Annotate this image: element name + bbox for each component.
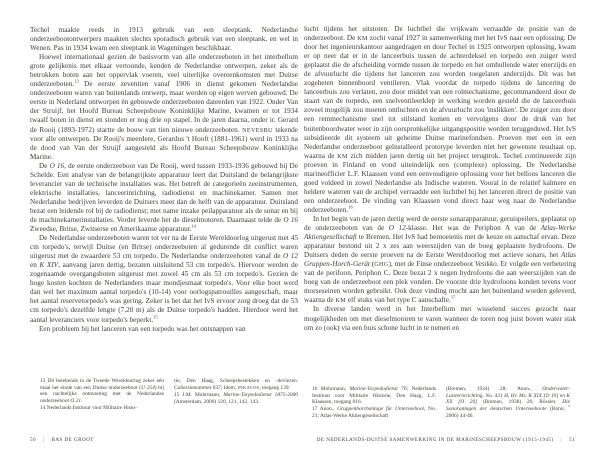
paragraph: De O 16, de eerste onderzeeboot van De Rooij, werd tussen 1933-1936 gebouwd bij De Schelde. Een analyse van de belangrijkste apparatuur leert dat Duitsland de belangrijkste leverancier van de technische installaties was. Het betreft de categorieën zeeinstrumenten, elektrische installaties, lanceerinrichting, radiodienst en machinekamer. Samen met Nederlandse bedrijven leverden de Duitsers meer dan de helft van de apparatuur. Duitsland bezat een leidende rol bij de radiodienst; met name inzake peilapparatuur als de sonar en bij de machinekamerinstallaties. Verder leverde het de dieselmotoren. Daarnaast telde de O 16 Zweedse, Britse, Zwitserse en Amerikaanse apparatuur.$^{14}$ xyxy=(30,161,298,234)
left-page-footer xyxy=(30,437,94,443)
right-page-footer xyxy=(317,437,575,443)
footnote: 13 Dit betekende in de Tweede Wereldoorlog zeker één maal het einde van een Duitse onderzeeboot (U 254) bij een nachtelijke ontmoeting met de Nederlandse onderzeeboot O 21. xyxy=(40,378,165,404)
right-page-footnotes xyxy=(312,386,570,419)
paragraph: De Nederlandse onderzeeboten waren tot ver na de Eerste Wereldoorlog uitgerust met 45 cm torpedo's, terwijl Duitse (en Britse) onderzeeboten al gedurende dit conflict waren uitgerust met de zwaardere 53 cm torpedo. De Nederlandse onderzeeboten vanaf de O 12 en K XIV, aanvang jaren dertig, bezaten uitsluitend 53 cm torpedo's. Hiervoor werden de zogenaamde overgangsboten uitgerust met zowel 45 cm als 53 cm torpedo's. Gezien de hoge kosten kochten de Nederlanders maar mondjesmaat torpedo's. Voor elke boot werd dan wel het maximum aantal torpedo's (10-14) voor oorlogspatrouilles aangeschaft, maar het aantal reservetorpedo's was gering. Zeker is het dat het IvS ervoor zorg droeg dat de 53 cm torpedo's dezelfde lengte (7,20 m) als de Duitse torpedo's hadden. Hierdoor werd het aantal leveranciers voor torpedo's beperkt.$^{15}$ xyxy=(30,234,299,324)
footnote: 15 J.M. Mohrmann, Marine-Torpedodienst 1875-2000 (Amsterdam, 2000) 120, 121, 142, 143. xyxy=(174,392,298,405)
footnote: rie, Den Haag, Scheepsbestekken en -deviezen. Collectienummer 037; Idem, INKAVOS, toegang 139. xyxy=(174,378,298,391)
right-page-body xyxy=(304,25,576,333)
right-running-title: DE NEDERLANDS-DUITSE SAMENWERKING IN DE MARINESCHEEPSBOUW (1915-1945) xyxy=(316,437,554,443)
right-footer-separator: | xyxy=(560,437,562,443)
footnote: 14 Nederlands Instituut voor Militaire Histo- xyxy=(40,404,137,411)
left-page-number: 50 xyxy=(30,437,37,443)
paragraph: Techel maakte reeds in 1913 gebruik van een sleeptank. Nederlandse onderzeebootontwerpers maakten slechts sporadisch gebruik van een sleeptank, en wel in Wenen. Pas in 1934 kwam een sleeptank in Wageningen beschikbaar. xyxy=(30,26,298,53)
paragraph: Hoewel internationaal gezien de basisvorm van alle onderzeeboten in het interbellum grote gelijkenis met elkaar vertoonde, kenden de Nederlandse ontwerpen, zeker als de betrokken boten aan het oppervlak voeren, veel uiterlijke overeenkomsten met Duitse onderzeeboten.$^{13}$ De eerste zeventien vanaf 1906 in dienst gekomen Nederlandse onderzeeboten waren van buitenlands ontwerp, maar werden op eigen werven gebouwd. De eerste in Nederland ontworpen én gebouwde onderzeeboten dateerden van 1922. Onder Van der Struijf, het Hoofd Bureau Scheepsbouw Koninklijke Marine, kwamen er tot 1934 twaalf boten in dienst en stonden er nog drie op stapel. In de jaren daarna, onder ir. Gerard de Rooij (1893-1972) startte de bouw van tien nieuwe onderzeeboten. NEVESBU tekende voor alle ontwerpen. De Rooij's meerdere, Gerardus 't Hooft (1881-1961) werd in 1933 na de dood van Van der Struijf aangesteld als Hoofd Bureau Scheepsbouw Koninklijke Marine. xyxy=(30,53,298,161)
paragraph: lucht tijdens het uitstoten. De luchtbel die vrijkwam verraadde de positie van de onderzeeboot. De KM zocht vanaf 1927 in samenwerking met het IvS naar een oplossing. De door het ingenieurskantoor aangedragen en door Techel in 1925 ontworpen oplossing, kwam er op neer dat er in de lanceerbuis tussen de achterdeksel en torpedo een zuiger werd geplaatst die de afscheiding vormde tussen de torpedo en het omhullende water enerzijds en de afvuurlucht die tijdens het lanceren zou worden toegelaten anderzijds. Dit was het zogeheten binnenboord ventileren. Vlak voordat de torpedo tijdens de lancering de lanceerbuis zou verlaten, zou door middel van een rolmechanisme, gecommandeerd door de staart van de torpedo, een snelventileerklep in werking worden gesteld die de lanceerbuis zoveel mogelijk zou moeten ontluchten en de afvuurlucht zou 'inslikken'. De zuiger zou door een remmechanisme snel tot stilstand komen en vervolgens door de druk van het buitenboordwater weer in zijn oorspronkelijke uitgangspositie worden teruggeduwd. Het IvS subsidieerde dit systeem uit geheime Duitse marinefondsen. Proeven met een in een Nederlandse onderzeeboot geïnstalleerd prototype leverden niet het gewenste resultaat op, waarna de KM zich midden jaren dertig uit het project terugtrok. Techel continueerde zijn proeven in Finland en vond uiteindelijk een (complexe) oplossing. De Nederlandse marineofficier L.F. Klaassen vond een eenvoudigere oplossing voor het belloos lanceren die goed voldeed in zowel Nederlandse als Indische wateren. Vooral in de relatief kalmere en heldere wateren van de archipel verraadde een luchtbel bij het lanceren direct de positie van een onderzeeboot. De vinding van Klaassen vond direct haar weg naar de Nederlandse onderzeeboten.$^{16}$ xyxy=(304,25,576,214)
right-footnotes-col2 xyxy=(446,386,570,419)
left-page-body xyxy=(30,26,298,334)
left-footer-separator: | xyxy=(43,437,45,443)
paragraph: In diverse landen werd in het Interbellum met wisselend succes gezocht naar mogelijkheden om met dieselmotoren te varen wanneer de toren nog juist boven water stak om zo (ook) via een buis schone lucht in te nemen en xyxy=(304,305,576,332)
left-footnotes-col1 xyxy=(40,378,164,411)
paragraph: In het begin van de jaren dertig werd de eerste sonarapparatuur, geruispeilers, geplaatst op de onderzeeboten van de O 12-klasse. Het was de Periphon A van de Atlas-Werke Aktiengesellschaft te Bremen. Het IvS had bemoeienis met de keuze en aanschaf ervan. Deze apparatuur bestond uit 2 x zes aan weerszijden van de boeg geplaatste hydrofoons. De Duitsers deden de eerste proeven na de Eerste Wereldoorlog met actieve sonars, het Atlas Gruppen-Horch-Gerät (GHG), met de Finse onderzeeboot Vesikko. Er volgde een verbetering van de perifoon, Periphon C. Deze bezat 2 x negen hydrofoons die aan weerszijden van de boeg van de onderzeeboot een plek vonden. De voorste drie hydrofoons konden tevens voor morseseinen worden gebruikt. Ook deze vinding mocht aan het buitenland worden geleverd, waarna de KM elf stuks van het type C aanschafte.$^{17}$ xyxy=(304,214,576,305)
left-page-footnotes xyxy=(40,378,298,411)
left-running-title: BAS DE GROOT xyxy=(51,437,94,443)
right-page-number: 51 xyxy=(568,437,575,443)
left-footnotes-col2 xyxy=(174,378,298,411)
footnote: (Bremen, 1934) 28; Anon., Onderwater-Luisterinrichting, No. 431 H, Hr. Ms. K XIX [O 19] en K XX [O 20] (Bremen, 1938) 26; Rössler, Die Sonaranlagen der deutschen Unterseeboote (Bonn, $^2$ 2006) 44-46. xyxy=(446,386,571,419)
paragraph: Een probleem bij het lanceren van een torpedo was het ontsnappen van xyxy=(39,324,246,333)
footnote: 17 Anon., Gruppenhorchanlage für Unterseeboot, No. 21; Atlas-Werke Aktiengesellschaft xyxy=(312,405,436,419)
right-footnotes-col1 xyxy=(312,386,436,419)
footnote: 16 Mohrmann, Marine-Torpedodienst 76; Nederlands Instituut voor Militaire Historie, Den Haag, L.F. Klaassen, toegang 016. xyxy=(312,386,436,406)
